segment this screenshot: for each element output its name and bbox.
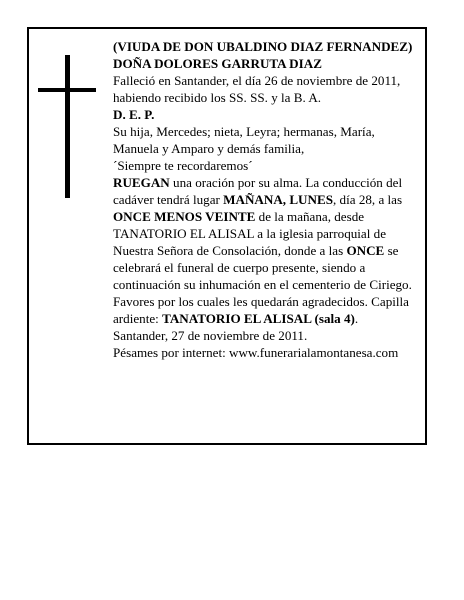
- body-text-3: de la mañana, desde TANATORIO EL ALISAL a la iglesia parroquial de Nuestra Señora de Consolación, donde a las: [113, 209, 387, 258]
- manana-text: MAÑANA, LUNES: [223, 192, 333, 207]
- tanatorio-text: TANATORIO EL ALISAL (sala 4): [162, 311, 355, 326]
- deceased-name: DOÑA DOLORES GARRUTA DIAZ: [113, 56, 322, 71]
- body-text-4: se celebrará el funeral de cuerpo presente, siendo a continuación su inhumación en el cementerio de Ciriego. Favores por los cuales les quedarán agradecidos. Capilla ardiente:: [113, 243, 412, 326]
- dep-line: D. E. P.: [113, 107, 155, 122]
- ruegan-text: RUEGAN: [113, 175, 170, 190]
- body-text-2: , día 28, a las: [333, 192, 403, 207]
- body-text-5: .: [354, 311, 359, 326]
- ceremony-paragraph: [113, 174, 421, 327]
- widow-line: (VIUDA DE DON UBALDINO DIAZ FERNANDEZ): [113, 39, 413, 54]
- family-line: Su hija, Mercedes; nieta, Leyra; hermanas, María, Manuela y Amparo y demás familia,: [113, 124, 375, 156]
- once-text: ONCE: [346, 243, 385, 258]
- body-text-1: una oración por su alma. La conducción del cadáver tendrá lugar: [113, 175, 403, 207]
- obituary-text: [113, 38, 421, 361]
- death-info: Falleció en Santander, el día 26 de noviembre de 2011, habiendo recibido los SS. SS. y la B. A.: [113, 73, 401, 105]
- quote-line: ´Siempre te recordaremos´: [113, 158, 253, 173]
- cross-vertical-bar: [65, 55, 70, 198]
- date-line: Santander, 27 de noviembre de 2011.: [113, 328, 308, 343]
- cross-horizontal-bar: [38, 88, 96, 92]
- condolences-line: Pésames por internet: www.funerarialamontanesa.com: [113, 345, 399, 360]
- cross-icon: [38, 55, 96, 198]
- once-menos-text: ONCE MENOS VEINTE: [113, 209, 256, 224]
